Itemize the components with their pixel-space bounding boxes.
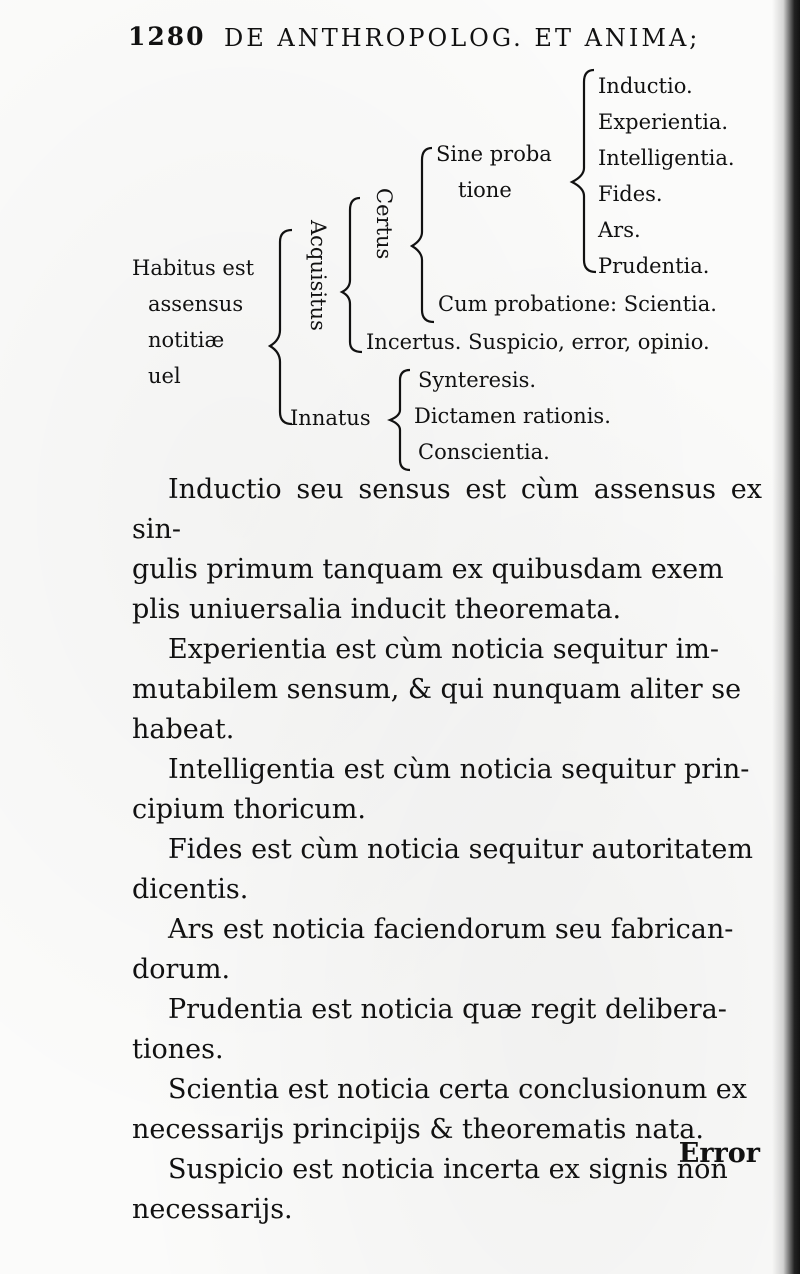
item-ars: Ars. (598, 218, 641, 242)
label-acquisitus: Acquisitus (306, 220, 330, 331)
label-cum-probatione: Cum probatione: Scientia. (438, 292, 717, 316)
root-line-3: notitiæ (148, 328, 225, 352)
item-experientia: Experientia. (598, 110, 729, 134)
line: Prudentia est noticia quæ regit delibera- (168, 994, 727, 1025)
item-intelligentia: Intelligentia. (598, 146, 735, 170)
line: habeat. (132, 714, 235, 745)
para-scientia (132, 1070, 762, 1150)
definitions-text (132, 470, 762, 1230)
page-number: 1280 (128, 22, 206, 51)
running-title: DE ANTHROPOLOG. ET ANIMA; (224, 24, 701, 52)
item-synteresis: Synteresis. (418, 368, 537, 392)
para-inductio (132, 470, 762, 630)
item-conscientia: Conscientia. (418, 440, 550, 464)
root-line-4: uel (148, 364, 181, 388)
line: dicentis. (132, 874, 249, 905)
brace-acquisitus (342, 198, 362, 352)
line: necessarijs principijs & theorematis nata. (132, 1114, 704, 1145)
label-certus: Certus (372, 188, 396, 260)
line: Scientia est noticia certa conclusionum ex (168, 1074, 747, 1105)
brace-certus (412, 148, 434, 322)
line: tiones. (132, 1034, 224, 1065)
para-ars (132, 910, 762, 990)
line: necessarijs. (132, 1194, 293, 1225)
root-line-1: Habitus est (132, 256, 255, 280)
line: Experientia est cùm noticia sequitur im- (168, 634, 720, 665)
line: plis uniuersalia inducit theoremata. (132, 594, 622, 625)
item-fides: Fides. (598, 182, 663, 206)
classification-diagram (0, 60, 800, 480)
line: Fides est cùm noticia sequitur autoritatem (168, 834, 753, 865)
line: dorum. (132, 954, 231, 985)
page-header (128, 18, 738, 58)
catchword: Error (678, 1138, 760, 1169)
brace-root (270, 230, 292, 424)
label-sine-probatione-1: Sine proba (436, 142, 552, 166)
item-inductio: Inductio. (598, 74, 693, 98)
label-incertus: Incertus. Suspicio, error, opinio. (366, 330, 710, 354)
line: cipium thoricum. (132, 794, 366, 825)
brace-sine-probatione (572, 70, 596, 272)
line: gulis primum tanquam ex quibusdam exem (132, 554, 724, 585)
item-dictamen-rationis: Dictamen rationis. (414, 404, 611, 428)
para-fides (132, 830, 762, 910)
label-innatus: Innatus (290, 406, 371, 430)
para-intelligentia (132, 750, 762, 830)
root-line-2: assensus (148, 292, 244, 316)
line: Inductio seu sensus est cùm assensus ex sin- (132, 474, 762, 545)
line: Intelligentia est cùm noticia sequitur prin- (168, 754, 750, 785)
brace-innatus (390, 370, 410, 470)
line: Ars est noticia faciendorum seu fabrican- (168, 914, 734, 945)
para-suspicio (132, 1150, 762, 1230)
line: mutabilem sensum, & qui nunquam aliter se (132, 674, 742, 705)
line: Suspicio est noticia incerta ex signis non (168, 1154, 728, 1185)
item-prudentia: Prudentia. (598, 254, 710, 278)
label-sine-probatione-2: tione (458, 178, 512, 202)
para-experientia (132, 630, 762, 750)
para-prudentia (132, 990, 762, 1070)
